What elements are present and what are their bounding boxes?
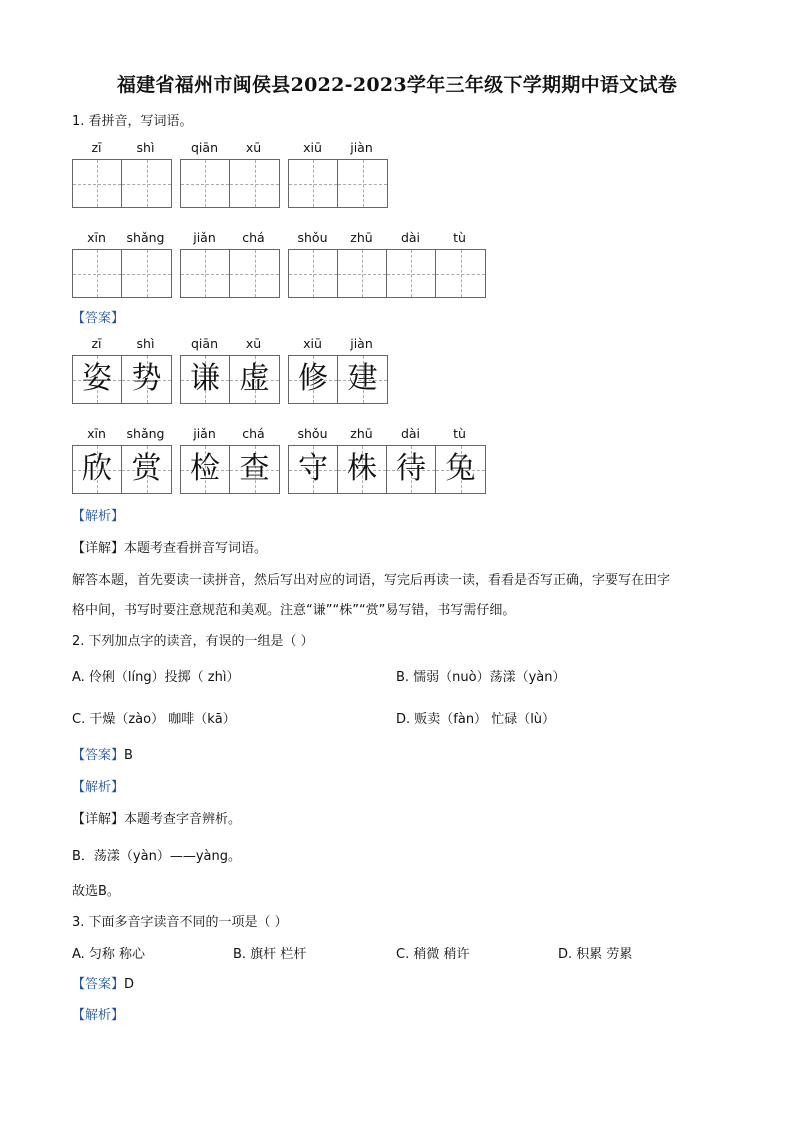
answer-tag: 【答案】 (72, 311, 125, 326)
pinyin: zī (91, 336, 102, 351)
pinyin: shǒu (297, 230, 328, 245)
writing-boxes[interactable] (72, 249, 172, 298)
pinyin: chá (242, 426, 265, 441)
answer-boxes (288, 445, 486, 494)
pinyin: xū (245, 336, 262, 351)
q1-explain-line-2: 格中间，书写时要注意规范和美观。注意“谦”“株”“赏”易写错，书写需仔细。 (72, 603, 516, 618)
answer-char: 检 (190, 451, 220, 486)
answer-value: D (124, 977, 135, 992)
writing-boxes[interactable] (180, 249, 280, 298)
answer-char: 虚 (239, 361, 270, 396)
answer-boxes (180, 355, 280, 404)
pinyin: jiǎn (193, 230, 216, 245)
pinyin: qiān (191, 140, 218, 155)
answer-boxes (72, 355, 172, 404)
answer-tag: 【答案】 (72, 748, 125, 763)
analysis-tag: 【解析】 (72, 509, 125, 524)
answer-char: 守 (298, 451, 328, 486)
analysis-tag: 【解析】 (72, 780, 125, 795)
answer-char: 建 (347, 361, 378, 396)
writing-boxes[interactable] (288, 159, 388, 208)
pinyin: shǎng (126, 230, 165, 245)
answer-value: B (124, 748, 133, 763)
q3-stem: 3. 下面多音字读音不同的一项是（ ） (72, 915, 288, 930)
q3-option-d[interactable]: D. 积累 劳累 (558, 947, 633, 962)
answer-char: 查 (239, 451, 270, 486)
answer-char: 谦 (190, 361, 220, 396)
q1-stem: 1. 看拼音，写词语。 (72, 114, 193, 129)
pinyin: xū (245, 140, 262, 155)
writing-boxes[interactable] (180, 159, 280, 208)
answer-boxes (288, 355, 388, 404)
q2-conclusion: 故选B。 (72, 884, 120, 899)
writing-boxes[interactable] (72, 159, 172, 208)
pinyin: dài (400, 426, 421, 441)
answer-char: 势 (131, 361, 162, 396)
pinyin: jiàn (350, 140, 373, 155)
exam-title: 福建省福州市闽侯县2022-2023学年三年级下学期期中语文试卷 (116, 74, 678, 96)
q2-answer (72, 744, 133, 763)
q3-answer (72, 973, 134, 992)
pinyin: zī (91, 140, 102, 155)
q3-option-b[interactable]: B. 旗杆 栏杆 (233, 947, 307, 962)
q2-option-d[interactable]: D. 贩卖（fàn） 忙碌（lù） (396, 712, 556, 727)
q2-fix: B．荡漾（yàn）——yàng。 (72, 849, 241, 864)
answer-char: 修 (298, 361, 328, 396)
answer-char: 赏 (131, 451, 162, 486)
answer-boxes (180, 445, 280, 494)
pinyin: tù (453, 230, 466, 245)
q2-option-a[interactable]: A. 伶俐（líng）投掷（ zhì） (72, 670, 240, 685)
pinyin: jiǎn (193, 426, 216, 441)
q2-option-c[interactable]: C. 干燥（zào） 咖啡（kā） (72, 712, 236, 727)
pinyin: zhū (350, 230, 373, 245)
answer-char: 姿 (82, 361, 112, 396)
q2-detail: 【详解】本题考查字音辨析。 (72, 812, 242, 827)
answer-char: 兔 (445, 451, 476, 486)
pinyin: tù (453, 426, 466, 441)
pinyin: xīn (87, 230, 106, 245)
q3-option-a[interactable]: A. 匀称 称心 (72, 947, 146, 962)
pinyin: dài (400, 230, 421, 245)
answer-char: 株 (347, 451, 377, 486)
pinyin: shì (136, 140, 155, 155)
q2-stem: 2. 下列加点字的读音，有误的一组是（ ） (72, 634, 314, 649)
pinyin: jiàn (350, 336, 373, 351)
pinyin: xīn (87, 426, 106, 441)
pinyin: xiū (303, 336, 322, 351)
pinyin: shǒu (297, 426, 328, 441)
pinyin: qiān (191, 336, 218, 351)
answer-boxes (72, 445, 172, 494)
q3-option-c[interactable]: C. 稍微 稍许 (396, 947, 470, 962)
answer-tag: 【答案】 (72, 977, 125, 992)
answer-char: 欣 (82, 451, 112, 486)
q2-option-b[interactable]: B. 懦弱（nuò）荡漾（yàn） (396, 670, 566, 685)
writing-boxes[interactable] (288, 249, 486, 298)
pinyin: chá (242, 230, 265, 245)
pinyin: zhū (350, 426, 373, 441)
analysis-tag: 【解析】 (72, 1008, 125, 1023)
pinyin: xiū (303, 140, 322, 155)
pinyin: shì (136, 336, 155, 351)
pinyin: shǎng (126, 426, 165, 441)
q1-detail: 【详解】本题考查看拼音写词语。 (72, 541, 268, 556)
answer-char: 待 (396, 451, 426, 486)
q1-explain-line-1: 解答本题，首先要读一读拼音，然后写出对应的词语，写完后再读一读，看看是否写正确，字要写在田字 (72, 573, 671, 588)
